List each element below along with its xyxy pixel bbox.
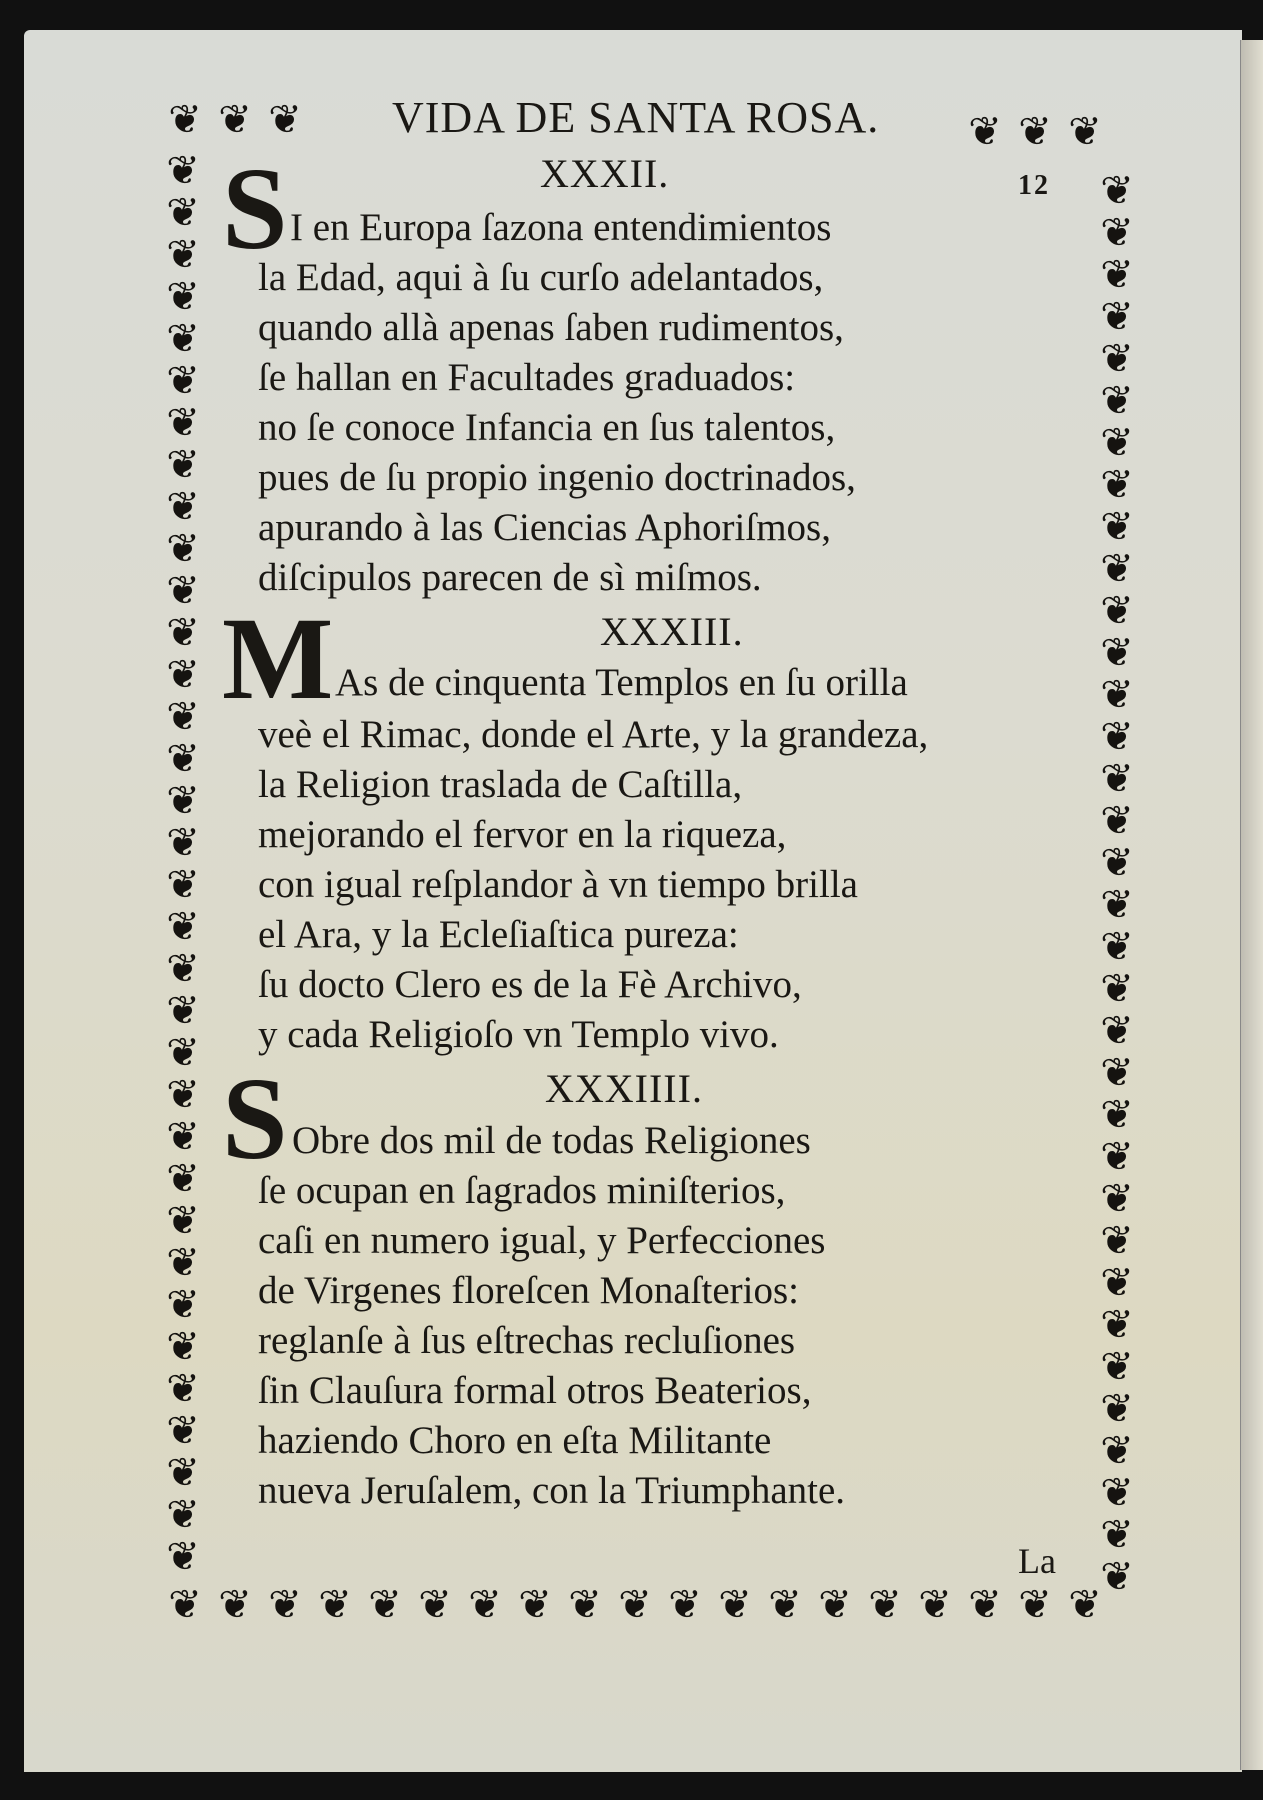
verse-line: veè el Rimac, donde el Arte, y la grandeza, (258, 713, 929, 756)
catchword: La (1018, 1541, 1056, 1581)
verse-line: As de cinquenta Templos en ſu orilla (335, 661, 908, 704)
verse-line: quando allà apenas ſaben rudimentos, (258, 306, 844, 349)
verse-line: I en Europa ſazona entendimientos (290, 206, 832, 249)
fleuron-icon: ❦ (668, 1582, 702, 1628)
fleuron-icon: ❦ (1100, 1008, 1134, 1054)
stanza-numeral: XXXII. (540, 151, 670, 196)
verse-line: nueva Jeruſalem, con la Triumphante. (258, 1469, 846, 1512)
fleuron-icon: ❦ (1100, 924, 1134, 970)
verse-line: de Virgenes floreſcen Monaſterios: (258, 1269, 799, 1312)
fleuron-icon: ❦ (166, 442, 200, 488)
right-border-ornament (1092, 170, 1142, 1598)
fleuron-icon: ❦ (166, 904, 200, 950)
verse-line: reglanſe à ſus eſtrechas recluſiones (258, 1319, 796, 1362)
fleuron-icon: ❦ (166, 1282, 200, 1328)
fleuron-icon: ❦ (468, 1582, 502, 1628)
fleuron-icon: ❦ (1100, 252, 1134, 298)
fleuron-icon: ❦ (166, 1408, 200, 1454)
fleuron-icon: ❦ (318, 1582, 352, 1628)
fleuron-icon: ❦ (718, 1582, 752, 1628)
fleuron-icon: ❦ (1100, 1344, 1134, 1390)
fleuron-icon: ❦ (268, 97, 302, 143)
fleuron-icon: ❦ (166, 316, 200, 362)
fleuron-icon: ❦ (1100, 336, 1134, 382)
fleuron-icon: ❦ (166, 1072, 200, 1118)
fleuron-icon: ❦ (418, 1582, 452, 1628)
verse-line: ſu docto Clero es de la Fè Archivo, (258, 963, 802, 1006)
fleuron-icon: ❦ (166, 148, 200, 194)
verse-line: la Religion traslada de Caſtilla, (258, 763, 743, 806)
fleuron-icon: ❦ (1100, 1176, 1134, 1222)
verse-line: ſin Clauſura formal otros Beaterios, (258, 1369, 812, 1412)
fleuron-icon: ❦ (368, 1582, 402, 1628)
verse-line: apurando à las Ciencias Aphoriſmos, (258, 506, 831, 549)
fleuron-icon: ❦ (1100, 1218, 1134, 1264)
verse-line: caſi en numero igual, y Perfecciones (258, 1219, 826, 1262)
fleuron-icon: ❦ (168, 97, 202, 143)
fleuron-icon: ❦ (166, 484, 200, 530)
verse-line: ſe ocupan en ſagrados miniſterios, (258, 1169, 786, 1212)
fleuron-icon: ❦ (1100, 1134, 1134, 1180)
verse-line: mejorando el fervor en la riqueza, (258, 813, 787, 856)
left-border-ornament (158, 150, 208, 1578)
stanza-numeral: XXXIII. (600, 609, 744, 654)
fleuron-icon: ❦ (166, 946, 200, 992)
fleuron-icon: ❦ (1100, 840, 1134, 886)
fleuron-icon: ❦ (166, 526, 200, 572)
fleuron-icon: ❦ (166, 1534, 200, 1580)
page-number: 12 (1018, 170, 1050, 201)
verse-line: con igual reſplandor à vn tiempo brilla (258, 863, 858, 906)
fleuron-icon: ❦ (1100, 294, 1134, 340)
verse-line: el Ara, y la Ecleſiaſtica pureza: (258, 913, 739, 956)
fleuron-icon: ❦ (1100, 588, 1134, 634)
fleuron-icon: ❦ (166, 1030, 200, 1076)
fleuron-icon: ❦ (166, 1492, 200, 1538)
fleuron-icon: ❦ (1100, 798, 1134, 844)
verse-line: ſe hallan en Facultades graduados: (258, 356, 796, 399)
fleuron-icon: ❦ (166, 694, 200, 740)
verse-line: no ſe conoce Infancia en ſus talentos, (258, 406, 836, 449)
fleuron-icon: ❦ (268, 1582, 302, 1628)
fleuron-icon: ❦ (868, 1582, 902, 1628)
fleuron-icon: ❦ (218, 1582, 252, 1628)
fleuron-icon: ❦ (1068, 109, 1102, 155)
drop-cap: M (222, 593, 334, 724)
fleuron-icon: ❦ (1100, 630, 1134, 676)
stanza-numeral: XXXIIII. (545, 1066, 703, 1111)
fleuron-icon: ❦ (1100, 882, 1134, 928)
fleuron-icon: ❦ (166, 778, 200, 824)
bottom-border-ornament (160, 1582, 1110, 1628)
fleuron-icon: ❦ (1100, 1092, 1134, 1138)
fleuron-icon: ❦ (166, 652, 200, 698)
next-page-edge (1240, 40, 1263, 1770)
fleuron-icon: ❦ (968, 109, 1002, 155)
verse-line: pues de ſu propio ingenio doctrinados, (258, 456, 856, 499)
fleuron-icon: ❦ (1100, 1260, 1134, 1306)
fleuron-icon: ❦ (1018, 109, 1052, 155)
fleuron-icon: ❦ (218, 97, 252, 143)
verse-line: diſcipulos parecen de sì miſmos. (258, 556, 762, 599)
fleuron-icon: ❦ (166, 358, 200, 404)
fleuron-icon: ❦ (518, 1582, 552, 1628)
fleuron-icon: ❦ (1100, 1512, 1134, 1558)
fleuron-icon: ❦ (166, 820, 200, 866)
fleuron-icon: ❦ (166, 1366, 200, 1412)
fleuron-icon: ❦ (166, 862, 200, 908)
fleuron-icon: ❦ (1100, 1554, 1134, 1600)
fleuron-icon: ❦ (1068, 1582, 1102, 1628)
fleuron-icon: ❦ (1100, 168, 1134, 214)
fleuron-icon: ❦ (166, 190, 200, 236)
fleuron-icon: ❦ (818, 1582, 852, 1628)
fleuron-icon: ❦ (568, 1582, 602, 1628)
header-ornament-right (960, 109, 1110, 155)
fleuron-icon: ❦ (1100, 378, 1134, 424)
drop-cap: S (222, 1053, 288, 1184)
fleuron-icon: ❦ (1018, 1582, 1052, 1628)
fleuron-icon: ❦ (1100, 462, 1134, 508)
fleuron-icon: ❦ (166, 988, 200, 1034)
fleuron-icon: ❦ (1100, 1050, 1134, 1096)
fleuron-icon: ❦ (166, 610, 200, 656)
fleuron-icon: ❦ (1100, 546, 1134, 592)
fleuron-icon: ❦ (166, 400, 200, 446)
fleuron-icon: ❦ (1100, 714, 1134, 760)
fleuron-icon: ❦ (1100, 1428, 1134, 1474)
header-ornament-left (160, 97, 310, 143)
fleuron-icon: ❦ (166, 232, 200, 278)
fleuron-icon: ❦ (1100, 504, 1134, 550)
fleuron-icon: ❦ (618, 1582, 652, 1628)
fleuron-icon: ❦ (1100, 672, 1134, 718)
fleuron-icon: ❦ (1100, 210, 1134, 256)
fleuron-icon: ❦ (1100, 756, 1134, 802)
fleuron-icon: ❦ (968, 1582, 1002, 1628)
running-title: VIDA DE SANTA ROSA. (392, 93, 880, 142)
verse-line: haziendo Choro en eſta Militante (258, 1419, 772, 1462)
fleuron-icon: ❦ (166, 1198, 200, 1244)
fleuron-icon: ❦ (1100, 1302, 1134, 1348)
fleuron-icon: ❦ (166, 568, 200, 614)
fleuron-icon: ❦ (1100, 420, 1134, 466)
drop-cap: S (222, 143, 288, 274)
fleuron-icon: ❦ (918, 1582, 952, 1628)
fleuron-icon: ❦ (166, 1324, 200, 1370)
fleuron-icon: ❦ (166, 1240, 200, 1286)
fleuron-icon: ❦ (1100, 1386, 1134, 1432)
fleuron-icon: ❦ (166, 1114, 200, 1160)
fleuron-icon: ❦ (166, 736, 200, 782)
verse-line: y cada Religioſo vn Templo vivo. (258, 1013, 779, 1056)
fleuron-icon: ❦ (1100, 966, 1134, 1012)
fleuron-icon: ❦ (768, 1582, 802, 1628)
fleuron-icon: ❦ (168, 1582, 202, 1628)
fleuron-icon: ❦ (166, 274, 200, 320)
verse-line: Obre dos mil de todas Religiones (292, 1119, 811, 1162)
fleuron-icon: ❦ (166, 1156, 200, 1202)
fleuron-icon: ❦ (166, 1450, 200, 1496)
verse-line: la Edad, aqui à ſu curſo adelantados, (258, 256, 824, 299)
fleuron-icon: ❦ (1100, 1470, 1134, 1516)
